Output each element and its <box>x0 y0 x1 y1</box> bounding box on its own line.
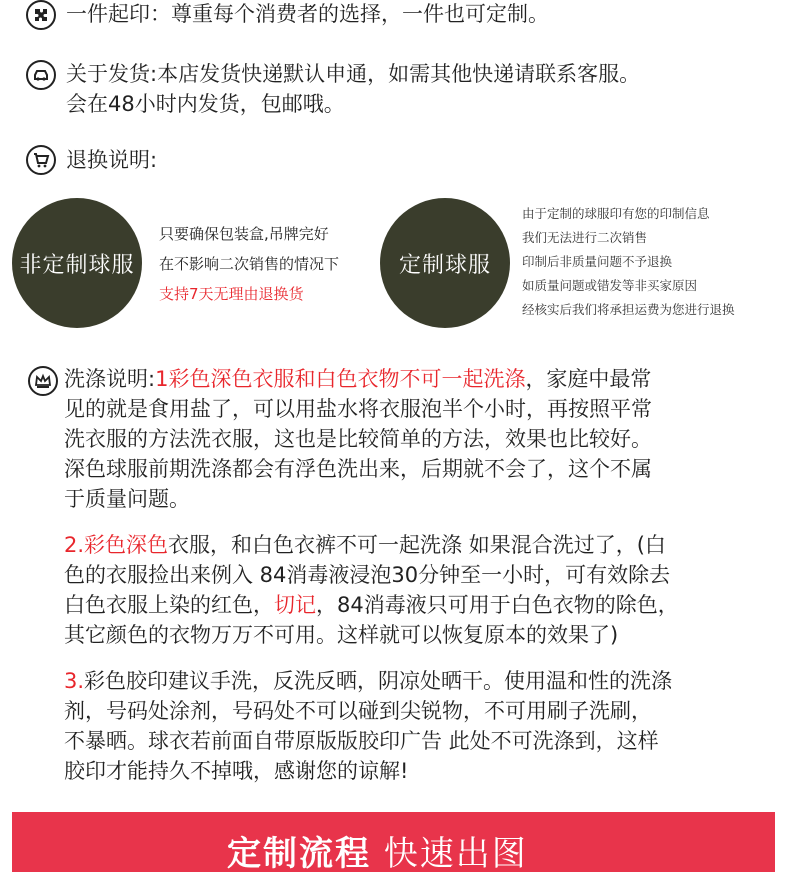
washing-p1-line-5: 于质量问题。 <box>64 487 190 511</box>
non-custom-highlight: 支持7天无理由退换货 <box>159 285 304 303</box>
custom-line-4: 如质量问题或错发等非买家原因 <box>522 278 698 293</box>
custom-badge <box>380 198 510 328</box>
custom-line-2: 我们无法进行二次销售 <box>522 230 648 245</box>
shipping-line-1: 关于发货:本店发货快递默认申通，如需其他快递请联系客服。 <box>66 62 641 86</box>
washing-p1-line-3: 洗衣服的方法洗衣服，这也是比较简单的方法，效果也比较好。 <box>64 427 652 451</box>
crown-icon <box>28 366 58 396</box>
non-custom-line-2: 在不影响二次销售的情况下 <box>159 255 340 273</box>
washing-p1-line-4: 深色球服前期洗涤都会有浮色洗出来，后期就不会了，这个不属 <box>64 457 652 481</box>
washing-p3-line-4: 胶印才能持久不掉哦，感谢您的谅解! <box>64 759 409 783</box>
custom-label: 定制球服 <box>398 252 491 278</box>
washing-p3-line-2: 剂，号码处涂剂，号码处不可以碰到尖锐物，不可用刷子洗刷， <box>64 699 652 723</box>
washing-p2-line-4: 其它颜色的衣物万万不可用。这样就可以恢复原本的效果了) <box>64 623 619 647</box>
custom-line-1: 由于定制的球服印有您的印制信息 <box>522 206 710 221</box>
puzzle-icon <box>26 0 56 30</box>
non-custom-line-1: 只要确保包装盒,吊牌完好 <box>159 225 329 243</box>
return-title: 退换说明: <box>66 148 158 172</box>
washing-p2-line-3: 白色衣服上染的红色，切记，84消毒液只可用于白色衣物的除色， <box>64 593 679 617</box>
non-custom-label: 非定制球服 <box>19 252 135 278</box>
washing-p2-line-1: 2.彩色深色衣服，和白色衣裤不可一起洗涤 如果混合洗过了，(白 <box>64 533 666 557</box>
washing-p3-line-3: 不暴晒。球衣若前面自带原版版胶印广告 此处不可洗涤到，这样 <box>64 729 659 753</box>
car-icon <box>26 60 56 90</box>
washing-p2-line-2: 色的衣服捡出来例入 84消毒液浸泡30分钟至一小时，可有效除去 <box>64 563 671 587</box>
washing-p1-line-1: 洗涤说明:1彩色深色衣服和白色衣物不可一起洗涤，家庭中最常 <box>64 367 652 391</box>
washing-p3-line-1: 3.彩色胶印建议手洗，反洗反晒，阴凉处晒干。使用温和性的洗涤 <box>64 669 673 693</box>
washing-p1-line-2: 见的就是食用盐了，可以用盐水将衣服泡半个小时，再按照平常 <box>64 397 652 421</box>
shipping-line-2: 会在48小时内发货，包邮哦。 <box>66 92 345 116</box>
custom-line-3: 印制后非质量问题不予退换 <box>522 254 673 269</box>
banner-title: 定制流程 快速出图 <box>227 834 528 872</box>
process-banner <box>12 812 775 872</box>
non-custom-badge <box>12 198 142 328</box>
custom-line-5: 经核实后我们将承担运费为您进行退换 <box>522 302 735 317</box>
cart-icon <box>26 145 56 175</box>
order-minimum-text: 一件起印：尊重每个消费者的选择，一件也可定制。 <box>66 2 549 26</box>
